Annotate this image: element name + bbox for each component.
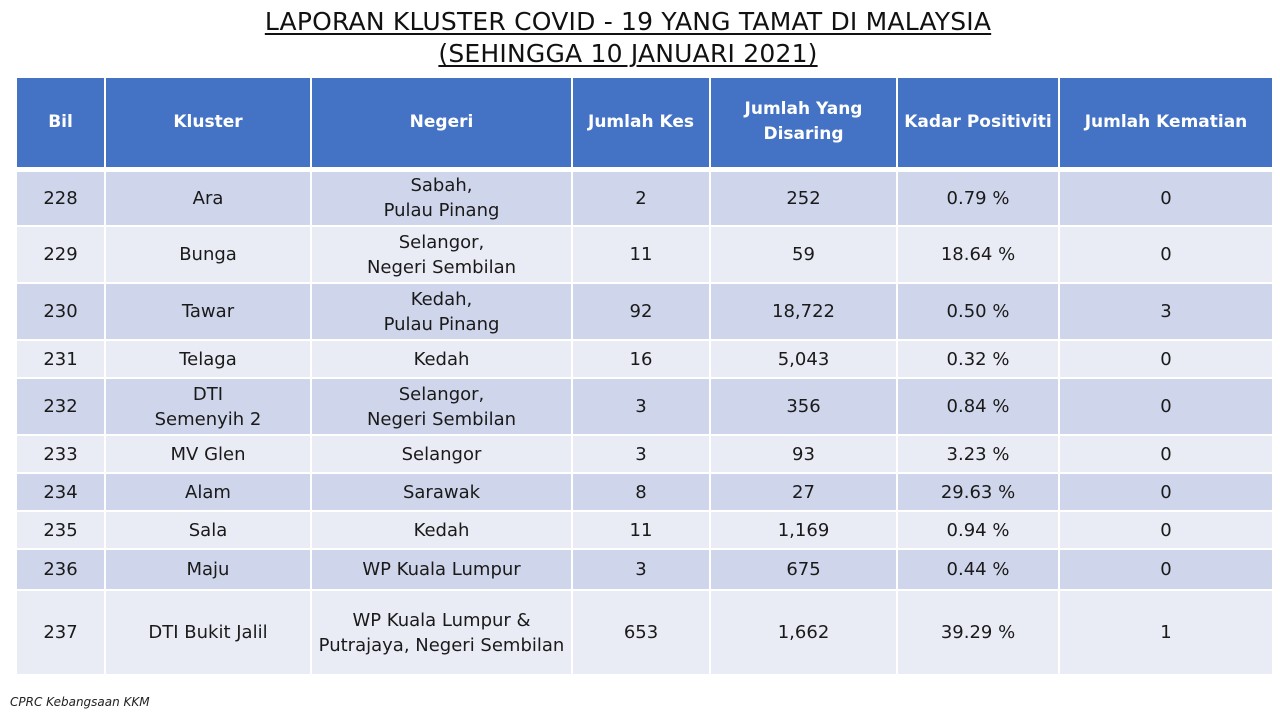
cell-negeri-line: Negeri Sembilan xyxy=(366,256,517,278)
cell-negeri-line: Selangor, xyxy=(398,231,485,253)
cell-kluster-line: DTI xyxy=(192,383,224,405)
cell-kluster-line: Semenyih 2 xyxy=(154,408,262,430)
cell-jumlah-kematian: 0 xyxy=(1059,549,1272,590)
header-negeri: Negeri xyxy=(311,78,572,169)
table-row xyxy=(17,226,1272,283)
cell-kluster xyxy=(105,226,311,283)
cell-jumlah-kematian: 3 xyxy=(1059,283,1272,340)
table-row xyxy=(17,435,1272,473)
table-row xyxy=(17,169,1272,226)
cell-bil: 237 xyxy=(17,590,105,675)
cell-kadar-positiviti: 0.84 % xyxy=(897,378,1059,435)
cell-negeri xyxy=(311,169,572,226)
cell-bil: 231 xyxy=(17,340,105,378)
cell-jumlah-kes: 2 xyxy=(572,169,710,226)
cell-negeri-line: WP Kuala Lumpur xyxy=(362,559,521,580)
cell-bil: 235 xyxy=(17,511,105,549)
cell-kadar-positiviti: 0.44 % xyxy=(897,549,1059,590)
table-row xyxy=(17,378,1272,435)
cell-kadar-positiviti: 3.23 % xyxy=(897,435,1059,473)
report-title-line-2: (SEHINGGA 10 JANUARI 2021) xyxy=(438,39,818,68)
cell-negeri xyxy=(311,473,572,511)
cell-jumlah-kes: 3 xyxy=(572,435,710,473)
table-row xyxy=(17,590,1272,675)
cell-negeri-line: Kedah, xyxy=(410,288,473,310)
cell-jumlah-kematian: 0 xyxy=(1059,378,1272,435)
cell-jumlah-kes: 92 xyxy=(572,283,710,340)
cell-negeri-line: Pulau Pinang xyxy=(383,313,500,335)
cell-kluster-line: Sala xyxy=(188,519,228,541)
cell-kluster xyxy=(105,590,311,675)
cell-kadar-positiviti: 0.32 % xyxy=(897,340,1059,378)
cell-jumlah-kematian: 0 xyxy=(1059,169,1272,226)
header-jumlah-disaring-line-2: Disaring xyxy=(763,124,844,145)
cell-kluster-line: Ara xyxy=(192,187,224,209)
report-title-line-1: LAPORAN KLUSTER COVID - 19 YANG TAMAT DI MALAYSIA xyxy=(264,7,992,36)
cell-jumlah-kematian: 0 xyxy=(1059,435,1272,473)
cell-negeri xyxy=(311,340,572,378)
cell-jumlah-kematian: 1 xyxy=(1059,590,1272,675)
cell-kadar-positiviti: 0.50 % xyxy=(897,283,1059,340)
cell-negeri xyxy=(311,378,572,435)
cell-jumlah-disaring: 1,169 xyxy=(710,511,897,549)
cell-jumlah-kematian: 0 xyxy=(1059,473,1272,511)
header-jumlah-kematian: Jumlah Kematian xyxy=(1059,78,1272,169)
cell-negeri xyxy=(311,511,572,549)
cell-negeri-line: Negeri Sembilan xyxy=(366,408,517,430)
cell-jumlah-disaring: 1,662 xyxy=(710,590,897,675)
cell-negeri xyxy=(311,435,572,473)
cell-bil: 228 xyxy=(17,169,105,226)
cell-kluster xyxy=(105,283,311,340)
cell-jumlah-kes: 3 xyxy=(572,378,710,435)
cell-negeri-line: Sabah, xyxy=(410,175,473,197)
cell-kluster-line: DTI Bukit Jalil xyxy=(148,622,268,643)
cell-negeri-line: Selangor xyxy=(401,443,482,465)
cell-bil: 229 xyxy=(17,226,105,283)
cell-negeri xyxy=(311,226,572,283)
cell-jumlah-kes: 11 xyxy=(572,511,710,549)
cell-kluster-line: Telaga xyxy=(179,348,237,370)
cell-bil: 230 xyxy=(17,283,105,340)
cell-kadar-positiviti: 18.64 % xyxy=(897,226,1059,283)
table-row xyxy=(17,511,1272,549)
cell-jumlah-disaring: 93 xyxy=(710,435,897,473)
cell-bil: 234 xyxy=(17,473,105,511)
cell-bil: 232 xyxy=(17,378,105,435)
cell-kadar-positiviti: 39.29 % xyxy=(897,590,1059,675)
cell-jumlah-disaring: 356 xyxy=(710,378,897,435)
source-note: CPRC Kebangsaan KKM xyxy=(10,695,150,709)
table-row xyxy=(17,340,1272,378)
cell-kluster xyxy=(105,549,311,590)
cell-jumlah-disaring: 59 xyxy=(710,226,897,283)
cell-kluster-line: Maju xyxy=(186,559,230,580)
header-jumlah-disaring xyxy=(710,78,897,169)
table-row xyxy=(17,283,1272,340)
cell-negeri-line: WP Kuala Lumpur & xyxy=(352,609,531,631)
cell-negeri-line: Selangor, xyxy=(398,383,485,405)
cell-negeri xyxy=(311,590,572,675)
cell-jumlah-kes: 3 xyxy=(572,549,710,590)
cluster-table xyxy=(17,78,1272,676)
cell-negeri xyxy=(311,283,572,340)
header-kluster: Kluster xyxy=(105,78,311,169)
cell-negeri-line: Kedah xyxy=(413,519,470,541)
cell-jumlah-kes: 16 xyxy=(572,340,710,378)
header-kadar-positiviti: Kadar Positiviti xyxy=(897,78,1059,169)
cell-jumlah-kematian: 0 xyxy=(1059,226,1272,283)
cell-negeri-line: Pulau Pinang xyxy=(383,200,500,222)
cell-jumlah-kematian: 0 xyxy=(1059,340,1272,378)
table-row xyxy=(17,473,1272,511)
cell-kluster xyxy=(105,378,311,435)
cell-jumlah-disaring: 18,722 xyxy=(710,283,897,340)
cell-kadar-positiviti: 29.63 % xyxy=(897,473,1059,511)
cell-jumlah-disaring: 252 xyxy=(710,169,897,226)
cell-bil: 233 xyxy=(17,435,105,473)
cell-kadar-positiviti: 0.79 % xyxy=(897,169,1059,226)
cell-jumlah-disaring: 675 xyxy=(710,549,897,590)
cell-kluster xyxy=(105,473,311,511)
cell-bil: 236 xyxy=(17,549,105,590)
header-jumlah-kes: Jumlah Kes xyxy=(572,78,710,169)
cell-jumlah-kes: 653 xyxy=(572,590,710,675)
cell-kluster xyxy=(105,340,311,378)
cell-negeri-line: Sarawak xyxy=(402,481,481,503)
report-title xyxy=(0,6,1256,70)
cell-kluster-line: Tawar xyxy=(181,301,235,322)
cell-negeri xyxy=(311,549,572,590)
cell-jumlah-kes: 8 xyxy=(572,473,710,511)
cell-jumlah-disaring: 5,043 xyxy=(710,340,897,378)
cell-kluster-line: Bunga xyxy=(179,244,237,265)
header-bil: Bil xyxy=(17,78,105,169)
cell-negeri-line: Kedah xyxy=(413,348,470,370)
cell-negeri-line: Putrajaya, Negeri Sembilan xyxy=(318,634,565,656)
cell-kluster-line: Alam xyxy=(185,481,231,503)
cell-jumlah-disaring: 27 xyxy=(710,473,897,511)
cell-jumlah-kematian: 0 xyxy=(1059,511,1272,549)
cell-kluster-line: MV Glen xyxy=(170,443,246,465)
cell-kluster xyxy=(105,511,311,549)
table-header-row xyxy=(17,78,1272,169)
cell-kluster xyxy=(105,435,311,473)
cell-jumlah-kes: 11 xyxy=(572,226,710,283)
header-jumlah-disaring-line-1: Jumlah Yang xyxy=(744,99,863,120)
cell-kadar-positiviti: 0.94 % xyxy=(897,511,1059,549)
table-row xyxy=(17,549,1272,590)
cell-kluster xyxy=(105,169,311,226)
